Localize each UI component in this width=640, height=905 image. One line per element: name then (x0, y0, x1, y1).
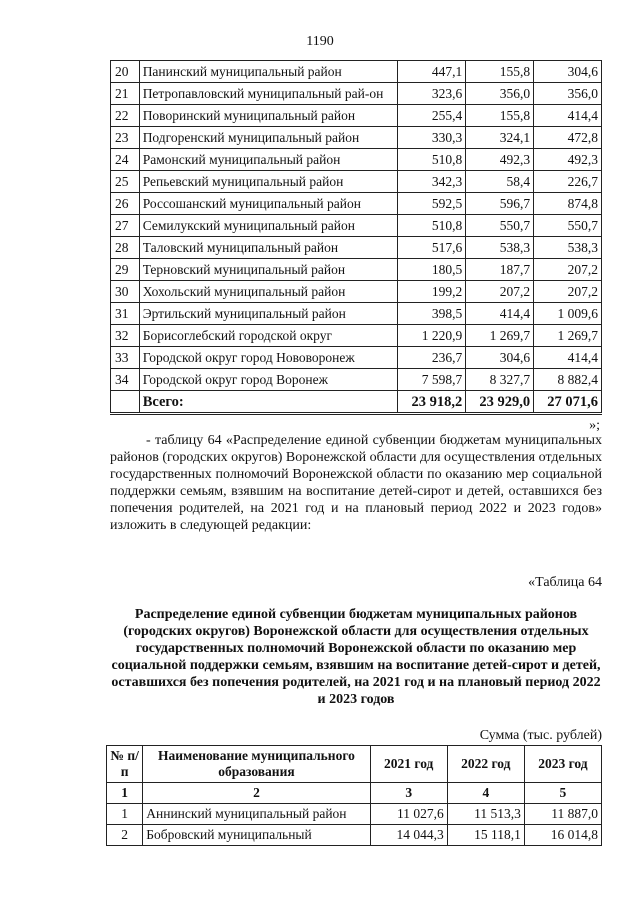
amendment-paragraph: - таблицу 64 «Распределение единой субвенции бюджетам муниципальных районов (городских округов) Воронежской области для осуществления отдельных государственных полномочий Воронежской области по оказанию мер социальной поддержки семьям, взявшим на воспитание детей-сирот и детей, оставшихся без попечения родителей, на 2021 год и на плановый период 2022 и 2023 годов» изложить в следующей редакции: (110, 433, 602, 533)
row-number: 30 (111, 281, 140, 303)
row-number: 27 (111, 215, 140, 237)
index-3: 3 (370, 783, 447, 804)
value-2023: 207,2 (534, 281, 602, 303)
value-2021: 180,5 (398, 259, 466, 281)
total-2023: 27 071,6 (534, 391, 602, 414)
table-row (111, 105, 602, 127)
value-2021: 7 598,7 (398, 369, 466, 391)
value-2023: 1 269,7 (534, 325, 602, 347)
value-2021: 1 220,9 (398, 325, 466, 347)
value-2022: 187,7 (466, 259, 534, 281)
index-5: 5 (524, 783, 601, 804)
value-2022: 414,4 (466, 303, 534, 325)
value-2021: 447,1 (398, 61, 466, 83)
municipality-name: Петропавловский муниципальный рай-он (139, 83, 398, 105)
total-label: Всего: (139, 391, 398, 414)
header-name: Наименование муниципального образования (143, 746, 370, 783)
table-row (111, 171, 602, 193)
municipality-name: Семилукский муниципальный район (139, 215, 398, 237)
header-2023: 2023 год (524, 746, 601, 783)
total-2021: 23 918,2 (398, 391, 466, 414)
value-2022: 356,0 (466, 83, 534, 105)
municipality-name: Репьевский муниципальный район (139, 171, 398, 193)
table-row (111, 325, 602, 347)
value-2023: 207,2 (534, 259, 602, 281)
header-num: № п/п (107, 746, 143, 783)
currency-note: Сумма (тыс. рублей) (479, 728, 602, 743)
municipality-name: Панинский муниципальный район (139, 61, 398, 83)
value-2022: 1 269,7 (466, 325, 534, 347)
table-row (111, 347, 602, 369)
header-2021: 2021 год (370, 746, 447, 783)
value-2023: 874,8 (534, 193, 602, 215)
table-row (111, 127, 602, 149)
value-2022: 304,6 (466, 347, 534, 369)
value-2023: 304,6 (534, 61, 602, 83)
subvention-table-continued (110, 60, 602, 415)
municipality-name: Терновский муниципальный район (139, 259, 398, 281)
total-row (111, 391, 602, 414)
row-number: 23 (111, 127, 140, 149)
index-4: 4 (447, 783, 524, 804)
row-number: 20 (111, 61, 140, 83)
value-2021: 236,7 (398, 347, 466, 369)
closing-quote: »; (589, 418, 600, 433)
value-2021: 510,8 (398, 149, 466, 171)
total-2022: 23 929,0 (466, 391, 534, 414)
value-2022: 8 327,7 (466, 369, 534, 391)
value-2022: 15 118,1 (447, 825, 524, 846)
header-row (107, 746, 602, 783)
value-2022: 596,7 (466, 193, 534, 215)
value-2021: 323,6 (398, 83, 466, 105)
value-2022: 207,2 (466, 281, 534, 303)
municipality-name: Рамонский муниципальный район (139, 149, 398, 171)
row-number: 28 (111, 237, 140, 259)
value-2021: 11 027,6 (370, 804, 447, 825)
row-number: 33 (111, 347, 140, 369)
total-empty-cell (111, 391, 140, 414)
value-2023: 8 882,4 (534, 369, 602, 391)
value-2021: 330,3 (398, 127, 466, 149)
row-number: 29 (111, 259, 140, 281)
table-title: Распределение единой субвенции бюджетам муниципальных районов (городских округов) Воронежской области для осуществления отдельных государственных полномочий Воронежской области по оказанию мер социальной поддержки семьям, взявшим на воспитание детей-сирот и детей, оставшихся без попечения родителей, на 2021 год и на плановый период 2022 и 2023 годов (111, 607, 601, 707)
table-row (111, 237, 602, 259)
value-2022: 11 513,3 (447, 804, 524, 825)
page-number: 1190 (306, 34, 334, 49)
table-row (111, 369, 602, 391)
value-2023: 356,0 (534, 83, 602, 105)
row-number: 2 (107, 825, 143, 846)
row-number: 1 (107, 804, 143, 825)
table-row (107, 825, 602, 846)
municipality-name: Городской округ город Воронеж (139, 369, 398, 391)
value-2021: 398,5 (398, 303, 466, 325)
value-2023: 492,3 (534, 149, 602, 171)
table-row (111, 215, 602, 237)
table-row (111, 303, 602, 325)
value-2021: 14 044,3 (370, 825, 447, 846)
value-2023: 414,4 (534, 105, 602, 127)
municipality-name: Аннинский муниципальный район (143, 804, 370, 825)
value-2021: 342,3 (398, 171, 466, 193)
index-1: 1 (107, 783, 143, 804)
value-2022: 324,1 (466, 127, 534, 149)
table-row (111, 149, 602, 171)
table-row (111, 83, 602, 105)
value-2021: 510,8 (398, 215, 466, 237)
value-2022: 155,8 (466, 105, 534, 127)
subvention-table-64 (106, 745, 602, 846)
value-2022: 492,3 (466, 149, 534, 171)
value-2023: 414,4 (534, 347, 602, 369)
municipality-name: Поворинский муниципальный район (139, 105, 398, 127)
row-number: 26 (111, 193, 140, 215)
row-number: 31 (111, 303, 140, 325)
municipality-name: Эртильский муниципальный район (139, 303, 398, 325)
value-2021: 255,4 (398, 105, 466, 127)
row-number: 34 (111, 369, 140, 391)
table-row (111, 259, 602, 281)
municipality-name: Таловский муниципальный район (139, 237, 398, 259)
row-number: 25 (111, 171, 140, 193)
value-2023: 226,7 (534, 171, 602, 193)
row-number: 22 (111, 105, 140, 127)
index-2: 2 (143, 783, 370, 804)
value-2021: 199,2 (398, 281, 466, 303)
value-2023: 472,8 (534, 127, 602, 149)
value-2022: 58,4 (466, 171, 534, 193)
value-2023: 1 009,6 (534, 303, 602, 325)
table-row (111, 193, 602, 215)
municipality-name: Борисоглебский городской округ (139, 325, 398, 347)
value-2023: 16 014,8 (524, 825, 601, 846)
row-number: 21 (111, 83, 140, 105)
municipality-name: Подгоренский муниципальный район (139, 127, 398, 149)
value-2023: 550,7 (534, 215, 602, 237)
value-2021: 517,6 (398, 237, 466, 259)
value-2023: 11 887,0 (524, 804, 601, 825)
table-row (111, 281, 602, 303)
value-2022: 538,3 (466, 237, 534, 259)
column-index-row (107, 783, 602, 804)
value-2022: 155,8 (466, 61, 534, 83)
municipality-name: Россошанский муниципальный район (139, 193, 398, 215)
municipality-name: Хохольский муниципальный район (139, 281, 398, 303)
value-2022: 550,7 (466, 215, 534, 237)
row-number: 24 (111, 149, 140, 171)
value-2023: 538,3 (534, 237, 602, 259)
table-row (107, 804, 602, 825)
value-2021: 592,5 (398, 193, 466, 215)
row-number: 32 (111, 325, 140, 347)
municipality-name: Городской округ город Нововоронеж (139, 347, 398, 369)
table-reference: «Таблица 64 (528, 575, 602, 590)
municipality-name: Бобровский муниципальный (143, 825, 370, 846)
header-2022: 2022 год (447, 746, 524, 783)
table-row (111, 61, 602, 83)
